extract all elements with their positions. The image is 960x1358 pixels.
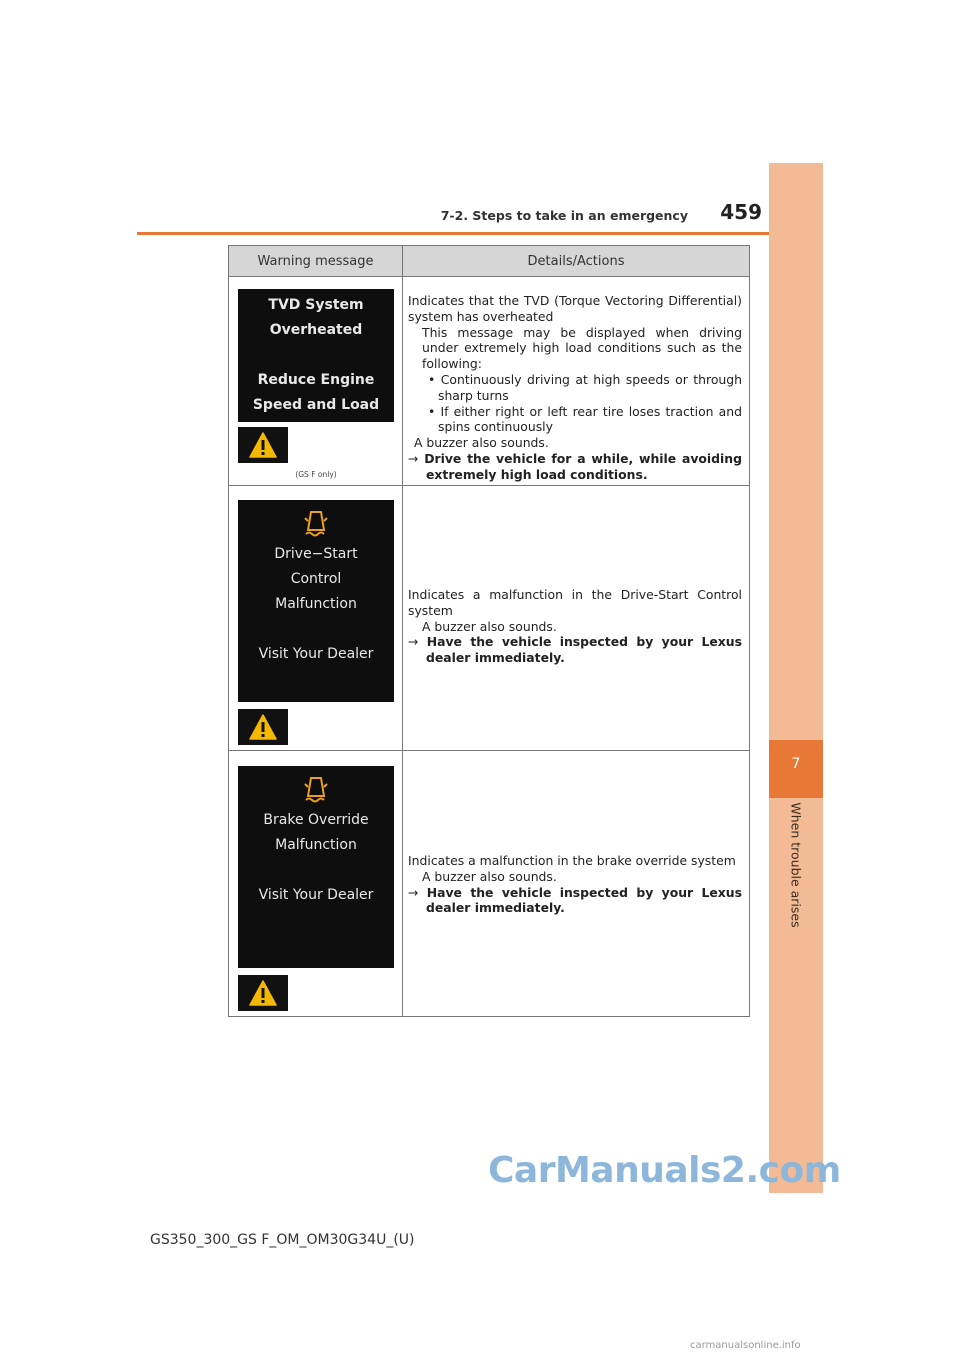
drive-start-control-display [238,500,394,702]
row-divider [229,485,749,486]
row-details [408,587,742,666]
chapter-title: When trouble arises [788,802,804,928]
buzzer-text: A buzzer also sounds. [414,435,549,451]
arrow-icon: → [408,634,419,650]
document-code: GS350_300_GS F_OM_OM30G34U_(U) [150,1232,415,1248]
slip-indicator-icon [238,504,394,542]
display-line: Visit Your Dealer [258,646,374,662]
display-line: Control [290,571,342,587]
details-text: Indicates that the TVD (Torque Vectoring Differential) system has overheated [408,293,742,324]
warning-table [228,245,750,1017]
section-title: 7-2. Steps to take in an emergency [440,208,688,223]
arrow-icon: → [408,450,419,466]
display-line: Speed and Load [252,397,380,413]
warning-triangle-icon [238,709,288,745]
buzzer-text: A buzzer also sounds. [422,618,557,634]
row-details [408,293,742,483]
display-line: Reduce Engine [257,372,375,388]
row-details [408,853,742,916]
page-number: 459 [720,200,762,224]
details-subtext: This message may be displayed when driving under extremely high load conditions such as the following: [422,324,742,372]
column-divider [402,277,403,1016]
action-text: → Have the vehicle inspected by your Lexus dealer immediately. [408,634,742,666]
chapter-side-band [769,163,823,1193]
display-line: Brake Override [263,812,369,828]
details-bullet: • Continuously driving at high speeds or through sharp turns [428,371,742,403]
chapter-number: 7 [791,756,801,772]
warning-triangle-icon [238,975,288,1011]
arrow-icon: → [408,884,419,900]
tvd-overheated-display [238,289,394,422]
details-text: Indicates a malfunction in the Drive-Start Control system [408,587,742,618]
details-text: Indicates a malfunction in the brake override system [408,853,736,868]
brake-override-display [238,766,394,968]
buzzer-text: A buzzer also sounds. [422,868,557,884]
action-text: → Have the vehicle inspected by your Lexus dealer immediately. [408,884,742,916]
watermark-secondary: carmanualsonline.info [690,1340,801,1351]
display-line: Overheated [269,322,363,338]
column-header-details-actions: Details/Actions [403,246,749,277]
display-line: Visit Your Dealer [258,887,374,903]
display-line: Malfunction [275,596,357,612]
display-line: Malfunction [275,837,357,853]
watermark: CarManuals2.com [488,1150,841,1191]
action-text: → Drive the vehicle for a while, while avoiding extremely high load conditions. [408,450,742,482]
warning-triangle-icon [238,427,288,463]
gs-f-only-note: (GS F only) [295,470,337,479]
details-bullet: • If either right or left rear tire loses traction and spins continuously [428,403,742,435]
display-line: TVD System [268,297,364,313]
slip-indicator-icon [238,770,394,808]
display-line: Drive−Start [274,546,358,562]
header-rule [137,232,823,235]
column-header-warning-message: Warning message [229,246,403,277]
row-divider [229,750,749,751]
